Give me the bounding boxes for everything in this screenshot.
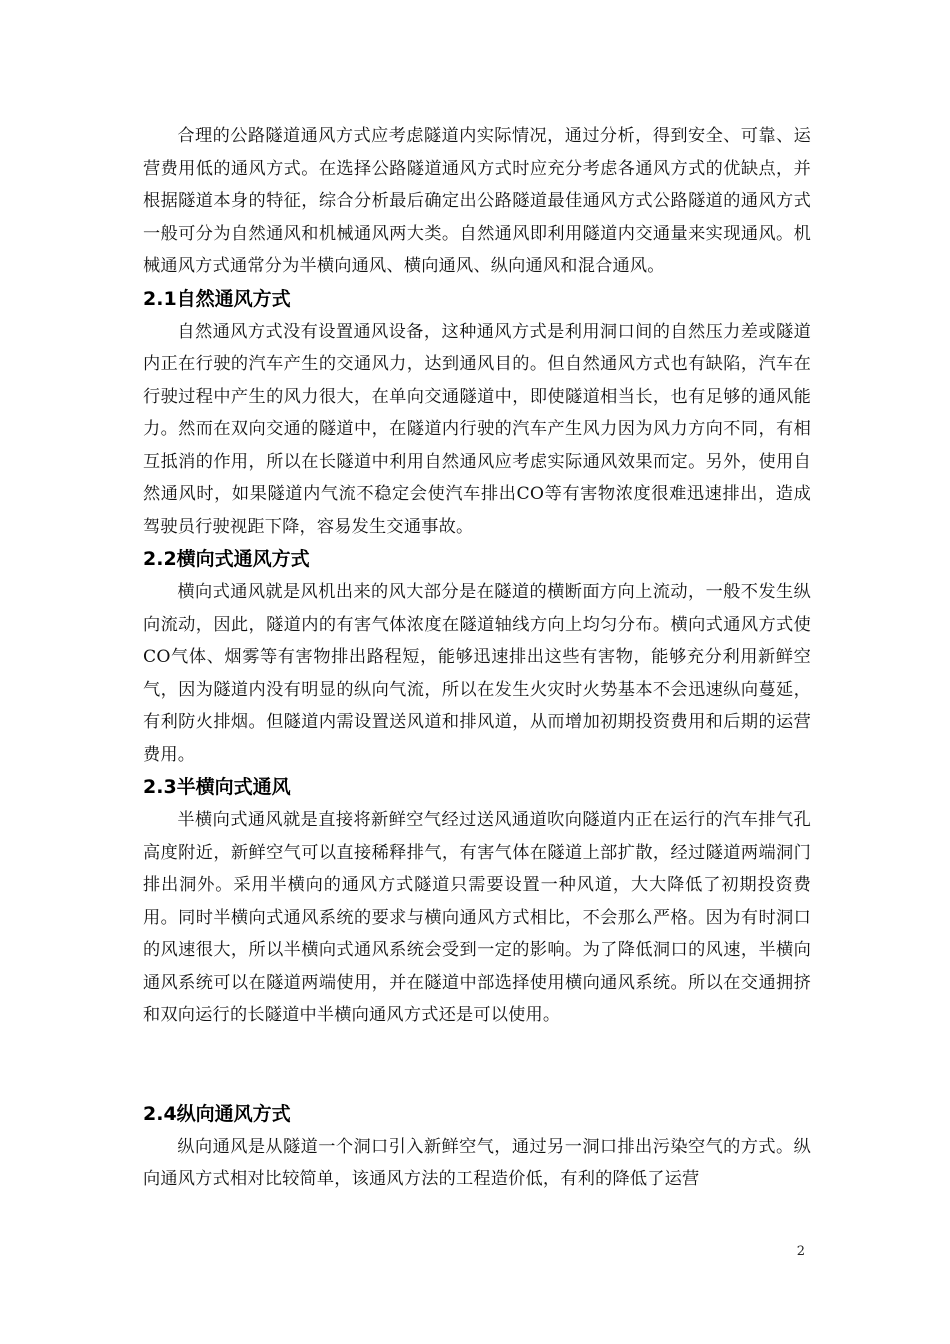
- section-heading-natural-ventilation: 2.1自然通风方式: [143, 287, 291, 310]
- section-body-longitudinal-ventilation: 纵向通风是从隧道一个洞口引入新鲜空气，通过另一洞口排出污染空气的方式。纵向通风方式相对比较简单，该通风方法的工程造价低，有利的降低了运营: [143, 1136, 811, 1189]
- section-heading-semi-transverse-ventilation: 2.3半横向式通风: [143, 776, 291, 798]
- page-content: [143, 120, 811, 1196]
- intro-paragraph: 合理的公路隧道通风方式应考虑隧道内实际情况，通过分析，得到安全、可靠、运营费用低的通风方式。在选择公路隧道通风方式时应充分考虑各通风方式的优缺点，并根据隧道本身的特征，综合分析最后确定出公路隧道最佳通风方式公路隧道的通风方式一般可分为自然通风和机械通风两大类。自然通风即利用隧道内交通量来实现通风。机械通风方式通常分为半横向通风、横向通风、纵向通风和混合通风。: [143, 126, 811, 276]
- section-heading-transverse-ventilation: 2.2横向式通风方式: [143, 548, 310, 570]
- section-body-semi-transverse-ventilation: 半横向式通风就是直接将新鲜空气经过送风通道吹向隧道内正在运行的汽车排气孔高度附近，新鲜空气可以直接稀释排气，有害气体在隧道上部扩散，经过隧道两端洞门排出洞外。采用半横向的通风方式隧道只需要设置一种风道，大大降低了初期投资费用。同时半横向式通风系统的要求与横向通风方式相比，不会那么严格。因为有时洞口的风速很大，所以半横向式通风系统会受到一定的影响。为了降低洞口的风速，半横向通风系统可以在隧道两端使用，并在隧道中部选择使用横向通风系统。所以在交通拥挤和双向运行的长隧道中半横向通风方式还是可以使用。: [143, 810, 811, 1025]
- section-body-transverse-ventilation: 横向式通风就是风机出来的风大部分是在隧道的横断面方向上流动，一般不发生纵向流动，因此，隧道内的有害气体浓度在隧道轴线方向上均匀分布。横向式通风方式使CO气体、烟雾等有害物排出路程短，能够迅速排出这些有害物，能够充分利用新鲜空气，因为隧道内没有明显的纵向气流，所以在发生火灾时火势基本不会迅速纵向蔓延，有利防火排烟。但隧道内需设置送风道和排风道，从而增加初期投资费用和后期的运营费用。: [143, 582, 811, 765]
- section-body-natural-ventilation: 自然通风方式没有设置通风设备，这种通风方式是利用洞口间的自然压力差或隧道内正在行驶的汽车产生的交通风力，达到通风目的。但自然通风方式也有缺陷，汽车在行驶过程中产生的风力很大，在单向交通隧道中，即使隧道相当长，也有足够的通风能力。然而在双向交通的隧道中，在隧道内行驶的汽车产生风力因为风力方向不同，有相互抵消的作用，所以在长隧道中利用自然通风应考虑实际通风效果而定。另外，使用自然通风时，如果隧道内气流不稳定会使汽车排出CO等有害物浓度很难迅速排出，造成驾驶员行驶视距下降，容易发生交通事故。: [143, 321, 811, 537]
- blank-gap: [143, 1032, 811, 1098]
- page-number: 2: [796, 1244, 805, 1259]
- section-heading-longitudinal-ventilation: 2.4纵向通风方式: [143, 1102, 291, 1125]
